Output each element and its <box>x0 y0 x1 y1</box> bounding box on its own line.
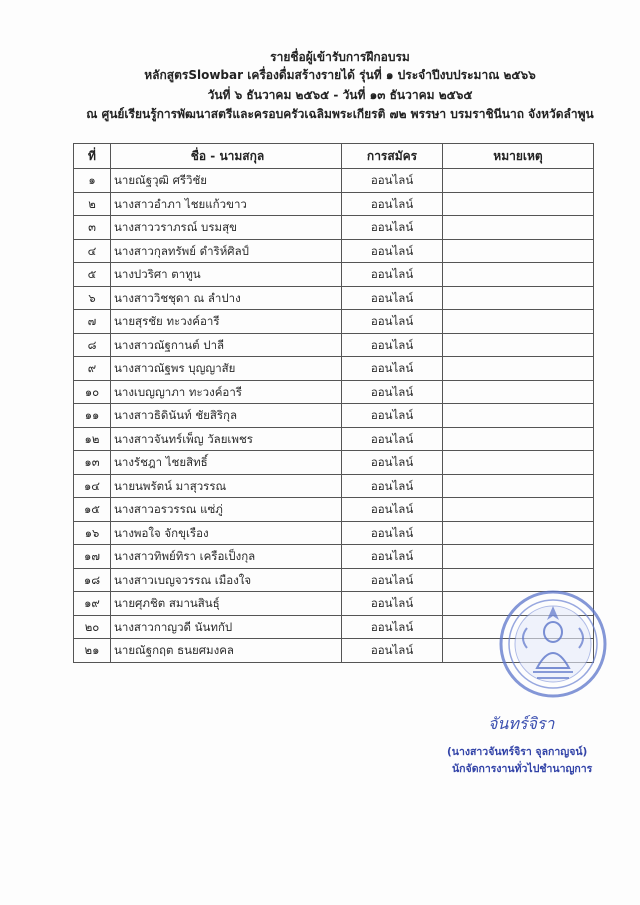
registration-type: ออนไลน์ <box>342 357 443 381</box>
participant-name: นางสาวจันทร์เพ็ญ วัลยเพชร <box>111 427 342 451</box>
participant-name: นางสาววิชชุดา ณ ลำปาง <box>111 286 342 310</box>
registration-type: ออนไลน์ <box>342 333 443 357</box>
participant-name: นางปวริศา ตาทูน <box>111 263 342 287</box>
participant-table <box>73 143 594 663</box>
participant-name: นางสาวณัฐกานต์ ปาลี <box>111 333 342 357</box>
table-row <box>74 263 594 287</box>
registration-type: ออนไลน์ <box>342 545 443 569</box>
note-cell <box>443 286 594 310</box>
signer-name: (นางสาวจันทร์จิรา จุลกาญจน์) <box>447 746 588 758</box>
registration-type: ออนไลน์ <box>342 592 443 616</box>
participant-name: นางสาวธิดินันท์ ชัยสิริกุล <box>111 404 342 428</box>
row-number: ๒ <box>74 192 111 216</box>
registration-type: ออนไลน์ <box>342 286 443 310</box>
row-number: ๑๑ <box>74 404 111 428</box>
registration-type: ออนไลน์ <box>342 192 443 216</box>
row-number: ๑ <box>74 169 111 193</box>
note-cell <box>443 169 594 193</box>
row-number: ๙ <box>74 357 111 381</box>
document-title: รายชื่อผู้เข้ารับการฝึกอบรม <box>270 50 410 64</box>
note-cell <box>443 192 594 216</box>
header-number: ที่ <box>74 144 111 169</box>
row-number: ๘ <box>74 333 111 357</box>
table-row <box>74 474 594 498</box>
participant-name: นางสาวทิพย์ทิรา เครือเป็งกุล <box>111 545 342 569</box>
participant-name: นายสุรชัย ทะวงค์อารี <box>111 310 342 334</box>
registration-type: ออนไลน์ <box>342 380 443 404</box>
signer-position: นักจัดการงานทั่วไปชำนาญการ <box>452 763 593 775</box>
registration-type: ออนไลน์ <box>342 310 443 334</box>
table-row <box>74 216 594 240</box>
row-number: ๖ <box>74 286 111 310</box>
row-number: ๑๐ <box>74 380 111 404</box>
row-number: ๑๓ <box>74 451 111 475</box>
table-row <box>74 357 594 381</box>
note-cell <box>443 545 594 569</box>
note-cell <box>443 521 594 545</box>
registration-type: ออนไลน์ <box>342 639 443 663</box>
participant-name: นางสาววราภรณ์ บรมสุข <box>111 216 342 240</box>
row-number: ๑๕ <box>74 498 111 522</box>
handwritten-signature: จันทร์จิรา <box>488 714 555 733</box>
note-cell <box>443 310 594 334</box>
row-number: ๔ <box>74 239 111 263</box>
row-number: ๑๙ <box>74 592 111 616</box>
participant-name: นางรัชฎา ไชยสิทธิ์ <box>111 451 342 475</box>
registration-type: ออนไลน์ <box>342 169 443 193</box>
row-number: ๑๗ <box>74 545 111 569</box>
registration-type: ออนไลน์ <box>342 263 443 287</box>
note-cell <box>443 263 594 287</box>
header-note: หมายเหตุ <box>443 144 594 169</box>
table-row <box>74 451 594 475</box>
registration-type: ออนไลน์ <box>342 568 443 592</box>
row-number: ๕ <box>74 263 111 287</box>
header-registration: การสมัคร <box>342 144 443 169</box>
registration-type: ออนไลน์ <box>342 498 443 522</box>
registration-type: ออนไลน์ <box>342 427 443 451</box>
course-venue: ณ ศูนย์เรียนรู้การพัฒนาสตรีและครอบครัวเฉลิมพระเกียรติ ๗๒ พรรษา บรมราชินีนาถ จังหวัดลำพูน <box>86 107 594 121</box>
participant-name: นายศุภชิต สมานสินธุ์ <box>111 592 342 616</box>
note-cell <box>443 239 594 263</box>
participant-name: นางสาวอำภา ไชยแก้วขาว <box>111 192 342 216</box>
table-row <box>74 427 594 451</box>
table-header-row <box>74 144 594 169</box>
note-cell <box>443 498 594 522</box>
participant-name: นายณัฐวุฒิ ศรีวิชัย <box>111 169 342 193</box>
row-number: ๒๑ <box>74 639 111 663</box>
table-row <box>74 545 594 569</box>
participant-name: นายณัฐกฤต ธนยศมงคล <box>111 639 342 663</box>
participant-name: นางสาวเบญจวรรณ เมืองใจ <box>111 568 342 592</box>
row-number: ๑๒ <box>74 427 111 451</box>
table-row <box>74 521 594 545</box>
note-cell <box>443 333 594 357</box>
row-number: ๓ <box>74 216 111 240</box>
registration-type: ออนไลน์ <box>342 451 443 475</box>
note-cell <box>443 380 594 404</box>
note-cell <box>443 404 594 428</box>
participant-name: นางพอใจ จักขุเรือง <box>111 521 342 545</box>
table-row <box>74 192 594 216</box>
note-cell <box>443 357 594 381</box>
participant-name: นางสาวกุลทรัพย์ ดำริห์ศิลป์ <box>111 239 342 263</box>
course-dates: วันที่ ๖ ธันวาคม ๒๕๖๕ - วันที่ ๑๓ ธันวาคม ๒๕๖๕ <box>207 88 473 102</box>
row-number: ๑๘ <box>74 568 111 592</box>
participant-name: นางสาวกาญวดี นันทกัป <box>111 615 342 639</box>
table-row <box>74 169 594 193</box>
table-row <box>74 286 594 310</box>
note-cell <box>443 216 594 240</box>
official-seal-icon <box>497 588 609 700</box>
participant-name: นางสาวณัฐพร บุญญาสัย <box>111 357 342 381</box>
table-row <box>74 310 594 334</box>
participant-name: นางเบญญาภา ทะวงค์อารี <box>111 380 342 404</box>
row-number: ๑๔ <box>74 474 111 498</box>
note-cell <box>443 427 594 451</box>
registration-type: ออนไลน์ <box>342 615 443 639</box>
row-number: ๒๐ <box>74 615 111 639</box>
table-row <box>74 498 594 522</box>
row-number: ๑๖ <box>74 521 111 545</box>
header-name: ชื่อ - นามสกุล <box>111 144 342 169</box>
registration-type: ออนไลน์ <box>342 216 443 240</box>
row-number: ๗ <box>74 310 111 334</box>
registration-type: ออนไลน์ <box>342 474 443 498</box>
participant-name: นางสาวอรวรรณ แซ่ภู่ <box>111 498 342 522</box>
participant-name: นายนพรัตน์ มาสุวรรณ <box>111 474 342 498</box>
note-cell <box>443 451 594 475</box>
table-row <box>74 333 594 357</box>
table-row <box>74 380 594 404</box>
note-cell <box>443 474 594 498</box>
table-row <box>74 239 594 263</box>
course-title: หลักสูตรSlowbar เครื่องดื่มสร้างรายได้ รุ่นที่ ๑ ประจำปีงบประมาณ ๒๕๖๖ <box>144 68 536 82</box>
registration-type: ออนไลน์ <box>342 239 443 263</box>
registration-type: ออนไลน์ <box>342 404 443 428</box>
registration-type: ออนไลน์ <box>342 521 443 545</box>
table-row <box>74 404 594 428</box>
